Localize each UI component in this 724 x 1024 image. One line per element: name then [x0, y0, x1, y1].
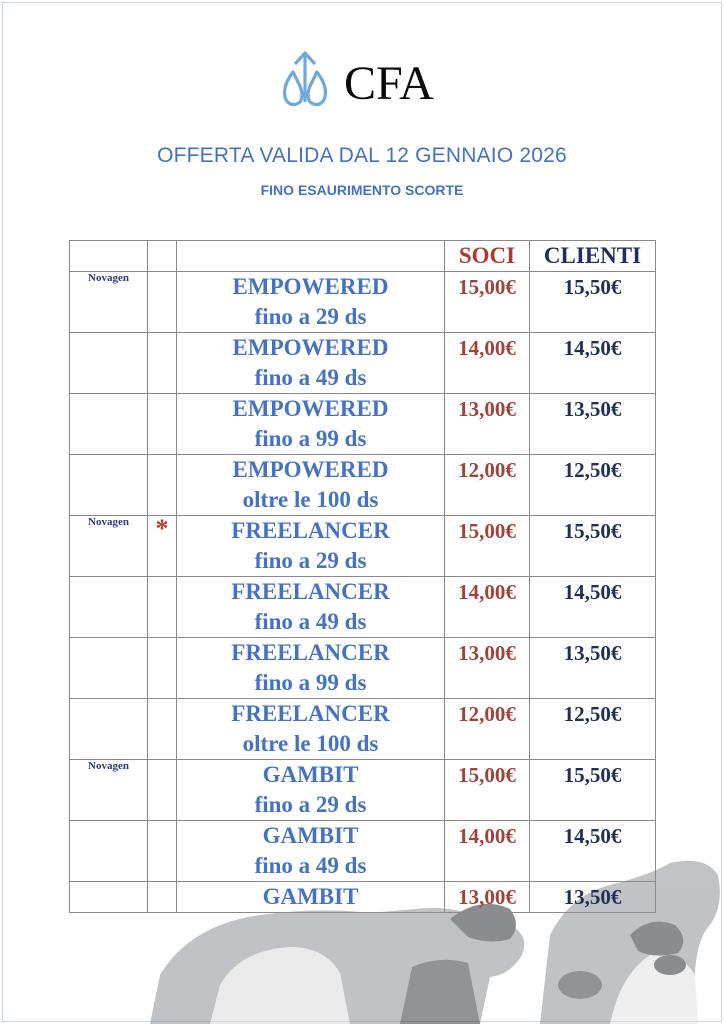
table-header-row: [70, 241, 656, 272]
price-soci: 14,00€: [445, 333, 530, 394]
product-range: fino a 29 ds: [254, 792, 367, 817]
table-row: [70, 455, 656, 516]
product-range: fino a 49 ds: [254, 365, 367, 390]
product-cell: [177, 760, 445, 821]
brand-cell: [70, 455, 148, 516]
price-clienti: 15,50€: [530, 272, 656, 333]
product-name: EMPOWERED: [232, 457, 389, 482]
product-name: EMPOWERED: [232, 335, 389, 360]
product-cell: [177, 699, 445, 760]
product-cell: [177, 516, 445, 577]
table-row: [70, 699, 656, 760]
asterisk-mark: *: [148, 516, 177, 577]
table-row: [70, 272, 656, 333]
product-name: EMPOWERED: [232, 274, 389, 299]
product-name: FREELANCER: [231, 518, 390, 543]
product-cell: [177, 333, 445, 394]
price-soci: 15,00€: [445, 516, 530, 577]
table-row: [70, 516, 656, 577]
price-soci: 15,00€: [445, 760, 530, 821]
table-row: [70, 760, 656, 821]
brand-cell: [70, 699, 148, 760]
product-range: oltre le 100 ds: [242, 487, 379, 512]
table-row: [70, 882, 656, 913]
table-row: [70, 394, 656, 455]
price-clienti: 14,50€: [530, 577, 656, 638]
brand-cell: Novagen: [70, 516, 148, 577]
cfa-logo: [276, 50, 456, 112]
product-range: fino a 29 ds: [254, 304, 367, 329]
asterisk-mark: [148, 699, 177, 760]
product-cell: [177, 638, 445, 699]
product-cell: [177, 821, 445, 882]
asterisk-mark: [148, 638, 177, 699]
product-name: GAMBIT: [262, 823, 359, 848]
header-empty-cell: [177, 241, 445, 272]
product-name: GAMBIT: [262, 762, 359, 787]
brand-cell: [70, 882, 148, 913]
product-cell: [177, 272, 445, 333]
drop-arrows-icon: [276, 50, 334, 110]
product-range: fino a 29 ds: [254, 548, 367, 573]
price-clienti: 14,50€: [530, 333, 656, 394]
price-soci: 15,00€: [445, 272, 530, 333]
header-empty-cell: [70, 241, 148, 272]
price-soci: 13,00€: [445, 394, 530, 455]
header-empty-cell: [148, 241, 177, 272]
brand-cell: Novagen: [70, 272, 148, 333]
price-clienti: 13,50€: [530, 394, 656, 455]
asterisk-mark: [148, 882, 177, 913]
price-soci: 14,00€: [445, 577, 530, 638]
price-clienti: 14,50€: [530, 821, 656, 882]
price-table: [69, 240, 656, 913]
table-row: [70, 577, 656, 638]
price-clienti: 13,50€: [530, 638, 656, 699]
product-cell: [177, 455, 445, 516]
offer-subline: FINO ESAURIMENTO SCORTE: [260, 182, 464, 198]
table-row: [70, 638, 656, 699]
price-soci: 13,00€: [445, 638, 530, 699]
product-cell: [177, 577, 445, 638]
product-range: fino a 99 ds: [254, 426, 367, 451]
asterisk-mark: [148, 272, 177, 333]
product-cell: [177, 394, 445, 455]
price-soci: 12,00€: [445, 455, 530, 516]
product-name: FREELANCER: [231, 640, 390, 665]
logo-text: CFA: [344, 57, 434, 110]
header-clienti: CLIENTI: [530, 241, 656, 272]
product-name: EMPOWERED: [232, 396, 389, 421]
price-clienti: 15,50€: [530, 516, 656, 577]
brand-cell: [70, 638, 148, 699]
product-name: FREELANCER: [231, 701, 390, 726]
product-range: fino a 49 ds: [254, 609, 367, 634]
product-cell: [177, 882, 445, 913]
brand-cell: Novagen: [70, 760, 148, 821]
asterisk-mark: [148, 821, 177, 882]
asterisk-mark: [148, 577, 177, 638]
table-row: [70, 333, 656, 394]
price-clienti: 13,50€: [530, 882, 656, 913]
asterisk-mark: [148, 394, 177, 455]
brand-cell: [70, 821, 148, 882]
price-soci: 14,00€: [445, 821, 530, 882]
price-clienti: 15,50€: [530, 760, 656, 821]
asterisk-mark: [148, 455, 177, 516]
table-row: [70, 821, 656, 882]
brand-cell: [70, 577, 148, 638]
asterisk-mark: [148, 760, 177, 821]
product-range: fino a 49 ds: [254, 853, 367, 878]
brand-cell: [70, 394, 148, 455]
price-clienti: 12,50€: [530, 455, 656, 516]
product-name: GAMBIT: [262, 884, 359, 909]
price-soci: 13,00€: [445, 882, 530, 913]
asterisk-mark: [148, 333, 177, 394]
offer-headline: OFFERTA VALIDA DAL 12 GENNAIO 2026: [157, 144, 567, 167]
product-range: oltre le 100 ds: [242, 731, 379, 756]
price-soci: 12,00€: [445, 699, 530, 760]
price-clienti: 12,50€: [530, 699, 656, 760]
product-name: FREELANCER: [231, 579, 390, 604]
header-soci: SOCI: [445, 241, 530, 272]
product-range: fino a 99 ds: [254, 670, 367, 695]
brand-cell: [70, 333, 148, 394]
